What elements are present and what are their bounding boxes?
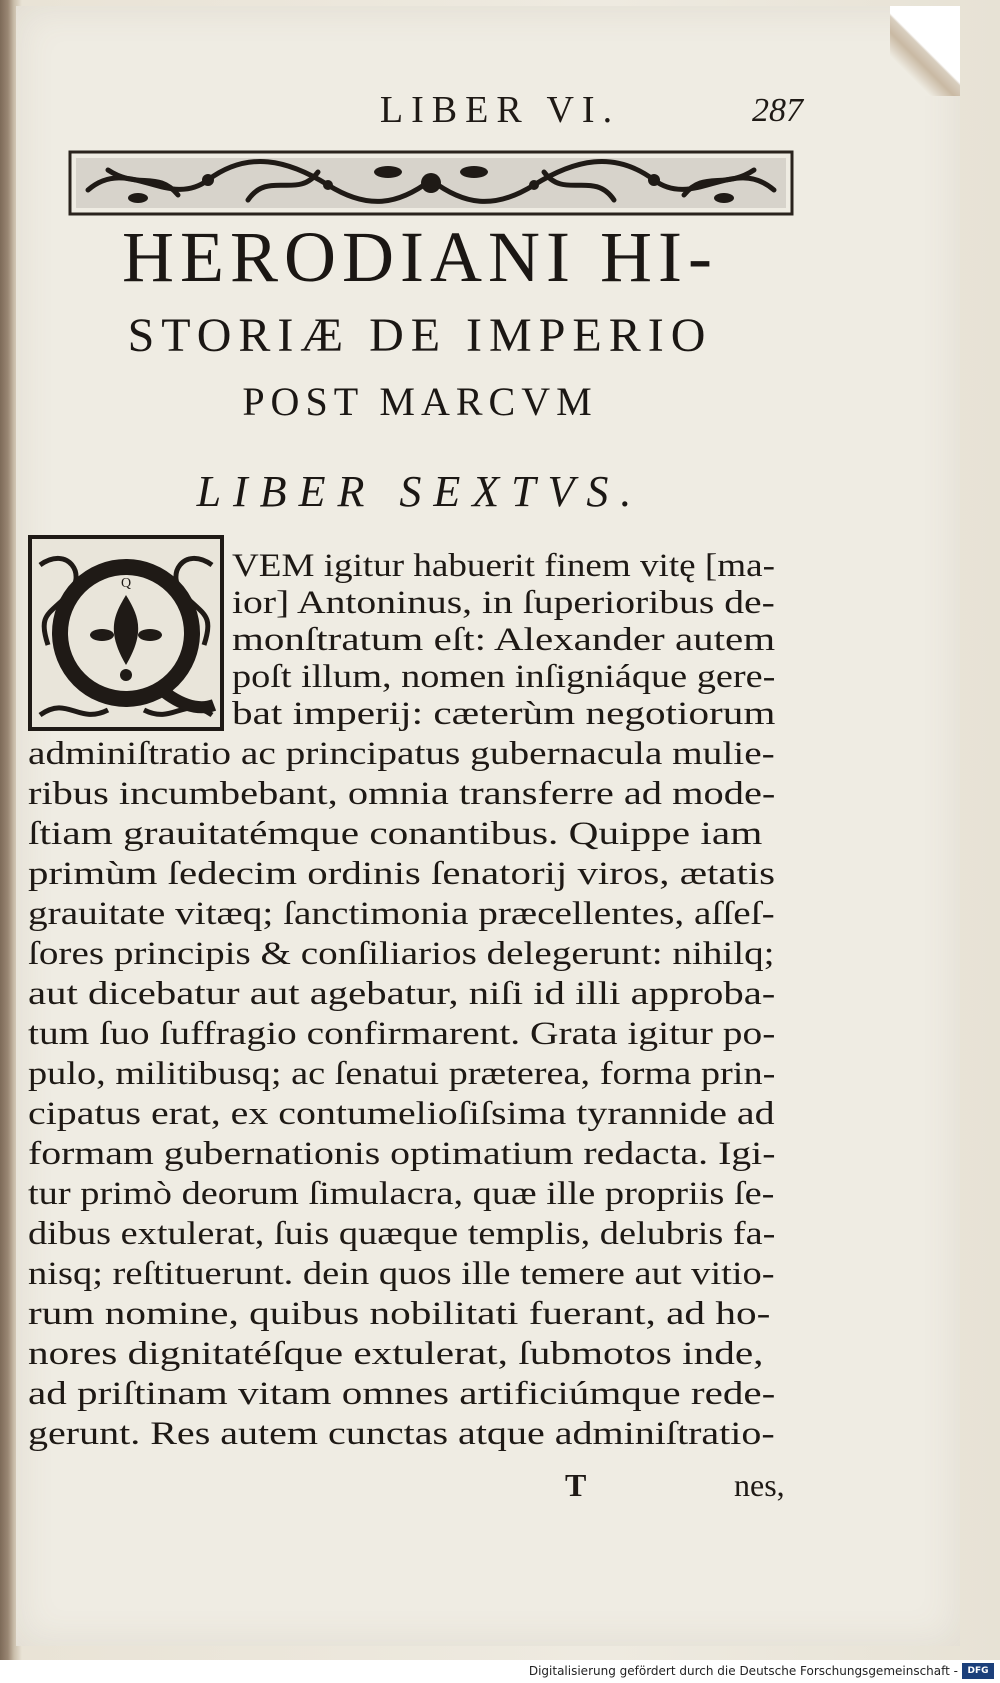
text-line-7: ribus incumbebant, omnia transferre ad mode- [28,776,776,812]
decorated-initial-q [28,535,224,731]
running-head: LIBER VI. [379,89,621,131]
text-line-21: nores dignitatéſque extulerat, ſubmotos inde, [28,1336,764,1372]
text-line-12: aut dicebatur aut agebatur, niſi id illi approba- [28,976,776,1012]
dfg-logo: DFG [962,1663,994,1679]
text-line-4: poſt illum, nomen inſigniáque gere- [232,659,776,695]
folded-page-corner [890,6,960,96]
text-line-1: VEM igitur habuerit finem vitę [ma- [232,548,775,584]
text-line-20: rum nomine, quibus nobilitati fuerant, ad ho- [28,1296,771,1332]
text-line-23: gerunt. Res autem cunctas atque adminiſtratio- [28,1416,775,1452]
book-title: LIBER SEXTVS. [196,467,644,516]
text-line-11: ſores principis & conſiliarios delegerunt: nihilq; [28,936,775,972]
signature-mark: T [565,1467,587,1503]
footer-credit: Digitalisierung gefördert durch die Deutsche Forschungsgemeinschaft - [528,1664,958,1678]
page-number: 287 [752,92,803,129]
text-line-6: adminiſtratio ac principatus gubernacula mulie- [28,736,775,772]
work-title-line-2: STORIÆ DE IMPERIO [127,309,713,362]
svg-text:Q: Q [120,576,132,591]
text-line-17: tur primò deorum ſimulacra, quæ ille propriis ſe- [28,1176,775,1212]
text-line-5: bat imperij: cæterùm negotiorum [232,696,776,732]
text-line-9: primùm ſedecim ordinis ſenatorij viros, ætatis [28,856,776,892]
text-line-16: formam gubernationis optimatium redacta. Igi- [28,1136,776,1172]
text-line-8: ſtiam grauitatémque conantibus. Quippe iam [28,816,763,852]
catchword: nes, [734,1467,785,1503]
digitization-footer [0,1660,1000,1683]
text-line-19: nisq; reſtituerunt. dein quos ille temere aut vitio- [28,1256,775,1292]
work-title-line-1: HERODIANI HI- [122,217,718,297]
text-line-22: ad priſtinam vitam omnes artificiúmque rede- [28,1376,776,1412]
text-line-18: dibus extulerat, ſuis quæque templis, delubris fa- [28,1216,776,1252]
work-title-line-3: POST MARCVM [242,379,598,424]
text-line-13: tum ſuo ſuffragio confirmarent. Grata igitur po- [28,1016,776,1052]
text-line-15: cipatus erat, ex contumelioſiſsima tyrannide ad [28,1096,775,1132]
text-line-10: grauitate vitæq; ſanctimonia præcellentes, aſſeſ- [28,896,775,932]
ornamental-headpiece [68,150,794,216]
text-line-3: monſtratum eſt: Alexander autem [232,622,776,658]
text-line-2: ior] Antoninus, in ſuperioribus de- [232,585,775,621]
text-line-14: pulo, militibusq; ac ſenatui præterea, forma prin- [28,1056,776,1092]
